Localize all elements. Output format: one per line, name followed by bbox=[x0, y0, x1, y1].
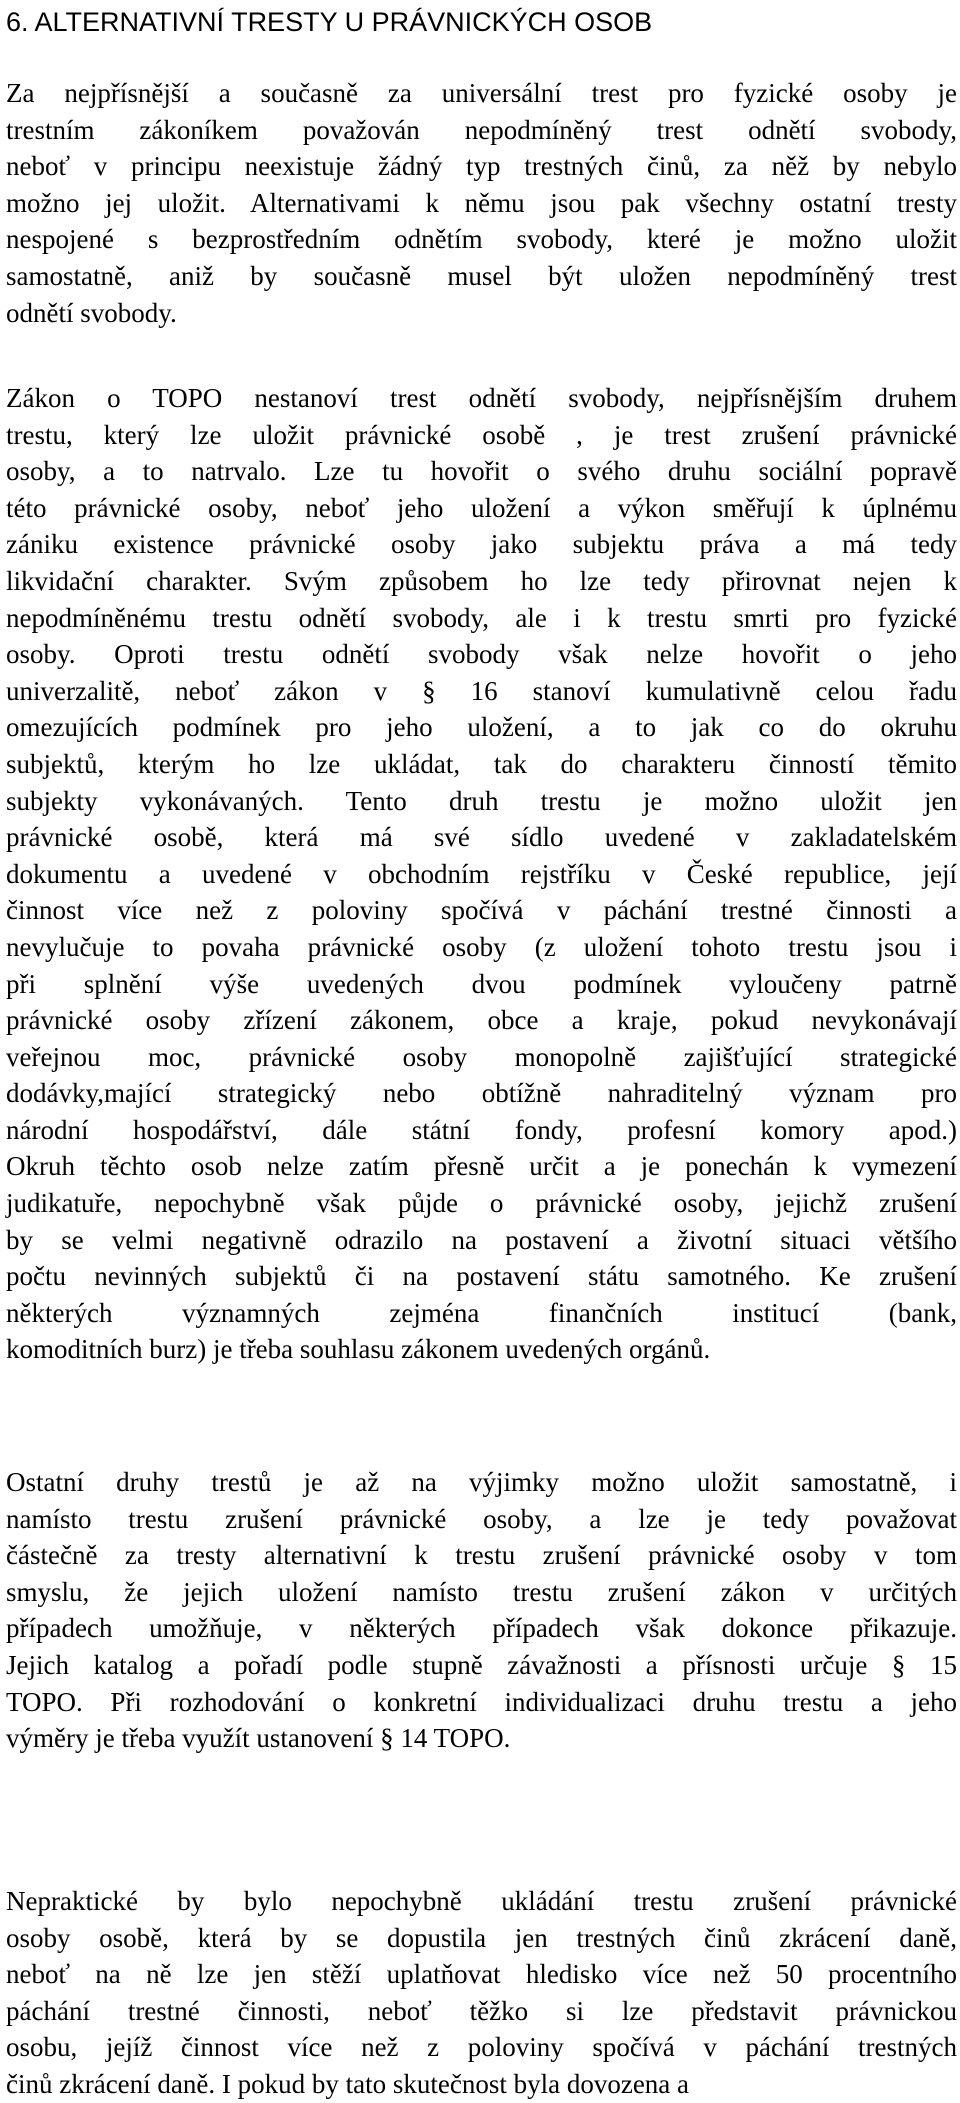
text-line: trestním zákoníkem považován nepodmíněný trest odnětí svobody, bbox=[6, 114, 957, 145]
text-line: právnické osoby zřízení zákonem, obce a kraje, pokud nevykonávají bbox=[6, 1005, 957, 1036]
text-line: osobu, jejíž činnost více než z poloviny spočívá v páchání trestných bbox=[6, 2032, 957, 2063]
paragraph-2 bbox=[6, 380, 957, 1368]
text-line: neboť na ně lze jen stěží uplatňovat hledisko více než 50 procentního bbox=[6, 1959, 957, 1990]
text-line: právnické osobě, která má své sídlo uvedené v zakladatelském bbox=[6, 822, 957, 853]
text-line: smyslu, že jejich uložení namísto trestu zrušení zákon v určitých bbox=[6, 1576, 957, 1607]
text-line: Okruh těchto osob nelze zatím přesně určit a je ponechán k vymezení bbox=[6, 1151, 957, 1182]
text-line: osoby osobě, která by se dopustila jen trestných činů zkrácení daně, bbox=[6, 1922, 957, 1953]
text-line: trestu, který lze uložit právnické osobě , je trest zrušení právnické bbox=[6, 419, 957, 450]
text-line: omezujících podmínek pro jeho uložení, a to jak co do okruhu bbox=[6, 712, 957, 743]
text-line: možno jej uložit. Alternativami k němu jsou pak všechny ostatní tresty bbox=[6, 187, 957, 218]
text-line: některých významných zejména finančních institucí (bank, bbox=[6, 1297, 957, 1328]
section-heading: 6. ALTERNATIVNÍ TRESTY U PRÁVNICKÝCH OSOB bbox=[6, 7, 653, 37]
text-line: nevylučuje to povaha právnické osoby (z uložení tohoto trestu jsou i bbox=[6, 931, 957, 962]
text-line: výměry je třeba využít ustanovení § 14 TOPO. bbox=[6, 1723, 511, 1754]
text-line: judikatuře, nepochybně však půjde o právnické osoby, jejichž zrušení bbox=[6, 1188, 957, 1219]
text-line: Zákon o TOPO nestanoví trest odnětí svobody, nejpřísnějším druhem bbox=[6, 383, 957, 413]
text-line: této právnické osoby, neboť jeho uložení a výkon směřují k úplnému bbox=[6, 492, 957, 523]
text-line: namísto trestu zrušení právnické osoby, a lze je tedy považovat bbox=[6, 1503, 957, 1534]
paragraph-3 bbox=[6, 1464, 957, 1757]
text-line: dodávky,mající strategický nebo obtížně nahraditelný význam pro bbox=[6, 1078, 957, 1109]
text-line: likvidační charakter. Svým způsobem ho lze tedy přirovnat nejen k bbox=[6, 565, 957, 596]
text-line: Jejich katalog a pořadí podle stupně závažnosti a přísnosti určuje § 15 bbox=[6, 1649, 957, 1680]
paragraph-4 bbox=[6, 1883, 957, 2103]
text-line: osoby, a to natrvalo. Lze tu hovořit o svého druhu sociální popravě bbox=[6, 456, 957, 487]
text-line: činů zkrácení daně. I pokud by tato skutečnost byla dovozena a bbox=[6, 2068, 690, 2099]
text-line: neboť v principu neexistuje žádný typ trestných činů, za něž by nebylo bbox=[6, 151, 957, 182]
text-line: při splnění výše uvedených dvou podmínek vyloučeny patrně bbox=[6, 968, 957, 999]
paragraph-1 bbox=[6, 75, 957, 331]
text-line: Ostatní druhy trestů je až na výjimky možno uložit samostatně, i bbox=[6, 1467, 957, 1497]
text-line: zániku existence právnické osoby jako subjektu práva a má tedy bbox=[6, 529, 957, 560]
text-line: TOPO. Při rozhodování o konkretní individualizaci druhu trestu a jeho bbox=[6, 1686, 957, 1717]
text-line: dokumentu a uvedené v obchodním rejstříku v České republice, její bbox=[6, 858, 957, 889]
text-line: komoditních burz) je třeba souhlasu zákonem uvedených orgánů. bbox=[6, 1334, 711, 1365]
text-line: nepodmíněnému trestu odnětí svobody, ale i k trestu smrti pro fyzické bbox=[6, 602, 957, 633]
text-line: samostatně, aniž by současně musel být uložen nepodmíněný trest bbox=[6, 260, 957, 291]
text-line: univerzalitě, neboť zákon v § 16 stanoví kumulativně celou řadu bbox=[6, 675, 957, 706]
text-line: odnětí svobody. bbox=[6, 297, 177, 328]
text-line: osoby. Oproti trestu odnětí svobody však nelze hovořit o jeho bbox=[6, 639, 957, 670]
text-line: Nepraktické by bylo nepochybně ukládání trestu zrušení právnické bbox=[6, 1886, 957, 1916]
text-line: páchání trestné činnosti, neboť těžko si lze představit právnickou bbox=[6, 1995, 957, 2026]
text-line: veřejnou moc, právnické osoby monopolně zajišťující strategické bbox=[6, 1041, 957, 1072]
text-line: národní hospodářství, dále státní fondy, profesní komory apod.) bbox=[6, 1114, 957, 1145]
text-line: by se velmi negativně odrazilo na postavení a životní situaci většího bbox=[6, 1224, 957, 1255]
text-line: případech umožňuje, v některých případech však dokonce přikazuje. bbox=[6, 1613, 957, 1644]
text-line: subjektů, kterým ho lze ukládat, tak do charakteru činností těmito bbox=[6, 748, 957, 779]
text-line: nespojené s bezprostředním odnětím svobody, které je možno uložit bbox=[6, 224, 957, 255]
text-line: Za nejpřísnější a současně za universální trest pro fyzické osoby je bbox=[6, 78, 957, 108]
text-line: činnost více než z poloviny spočívá v páchání trestné činnosti a bbox=[6, 895, 957, 926]
text-line: počtu nevinných subjektů či na postavení státu samotného. Ke zrušení bbox=[6, 1261, 957, 1292]
text-line: částečně za tresty alternativní k trestu zrušení právnické osoby v tom bbox=[6, 1540, 957, 1571]
text-line: subjekty vykonávaných. Tento druh trestu je možno uložit jen bbox=[6, 785, 957, 816]
